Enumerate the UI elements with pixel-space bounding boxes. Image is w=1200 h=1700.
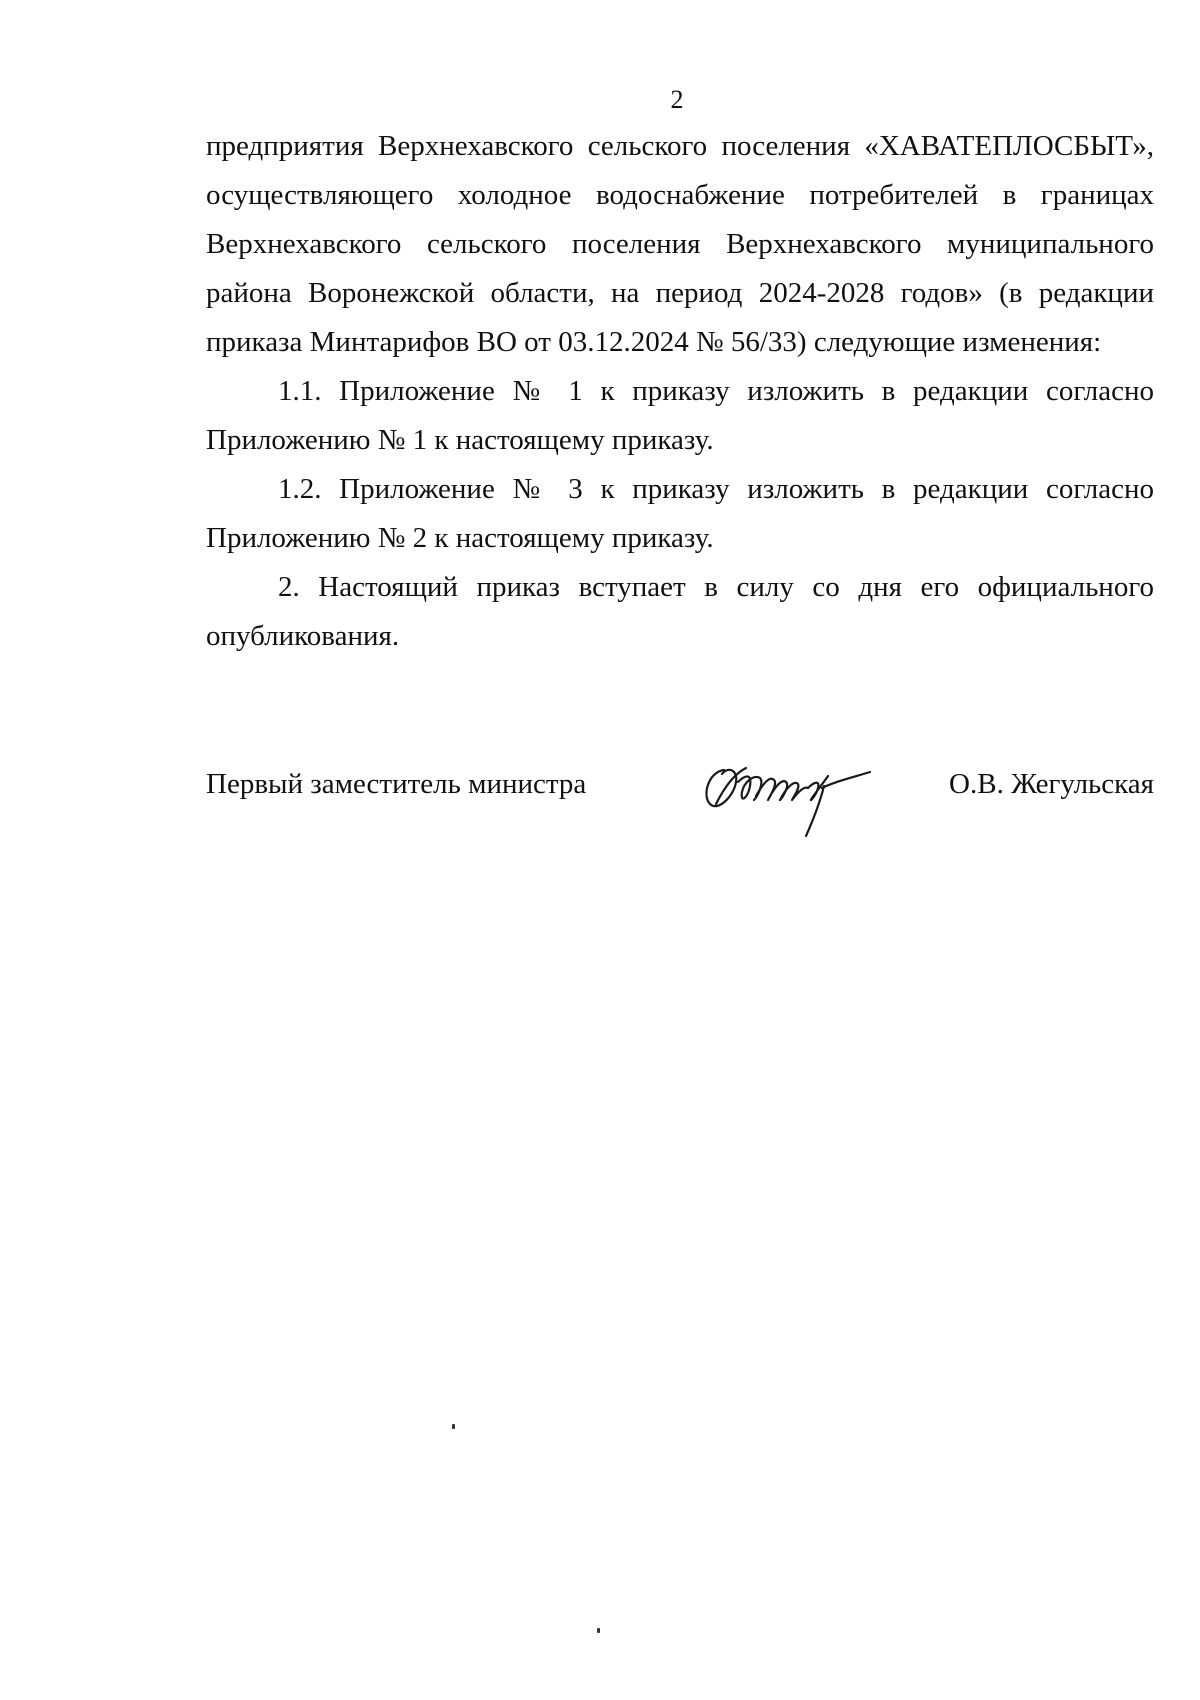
paragraph-2-line-2: Приложению № 1 к настоящему приказу. bbox=[206, 424, 714, 456]
paragraph-3-line-1: 1.2. Приложение № 3 к приказу изложить в редакции согласно bbox=[278, 473, 1154, 505]
handwritten-signature bbox=[694, 752, 874, 838]
paragraph-1-line-5: приказа Минтарифов ВО от 03.12.2024 № 56/33) следующие изменения: bbox=[206, 326, 1102, 358]
signature-block bbox=[206, 752, 1154, 842]
paragraph-2 bbox=[206, 367, 1154, 465]
paragraph-4-line-1: 2. Настоящий приказ вступает в силу со дня его официального bbox=[278, 571, 1154, 603]
page-number: 2 bbox=[670, 85, 684, 114]
paragraph-4-line-2: опубликования. bbox=[206, 620, 400, 652]
paragraph-3-line-2: Приложению № 2 к настоящему приказу. bbox=[206, 522, 714, 554]
signer-position: Первый заместитель министра bbox=[206, 768, 587, 800]
paragraph-1-line-1: предприятия Верхнехавского сельского поселения «ХАВАТЕПЛОСБЫТ», bbox=[206, 130, 1154, 162]
scan-speck bbox=[597, 1628, 600, 1633]
paragraph-1-line-3: Верхнехавского сельского поселения Верхнехавского муниципального bbox=[206, 228, 1154, 260]
paragraph-2-line-1: 1.1. Приложение № 1 к приказу изложить в редакции согласно bbox=[278, 375, 1154, 407]
paragraph-1-line-4: района Воронежской области, на период 2024-2028 годов» (в редакции bbox=[206, 277, 1154, 309]
document-body bbox=[206, 122, 1154, 661]
paragraph-3 bbox=[206, 465, 1154, 563]
paragraph-1-line-2: осуществляющего холодное водоснабжение потребителей в границах bbox=[206, 179, 1154, 211]
scan-speck bbox=[452, 1424, 455, 1429]
paragraph-4 bbox=[206, 563, 1154, 661]
signer-name: О.В. Жегульская bbox=[949, 768, 1154, 800]
paragraph-1 bbox=[206, 122, 1154, 367]
